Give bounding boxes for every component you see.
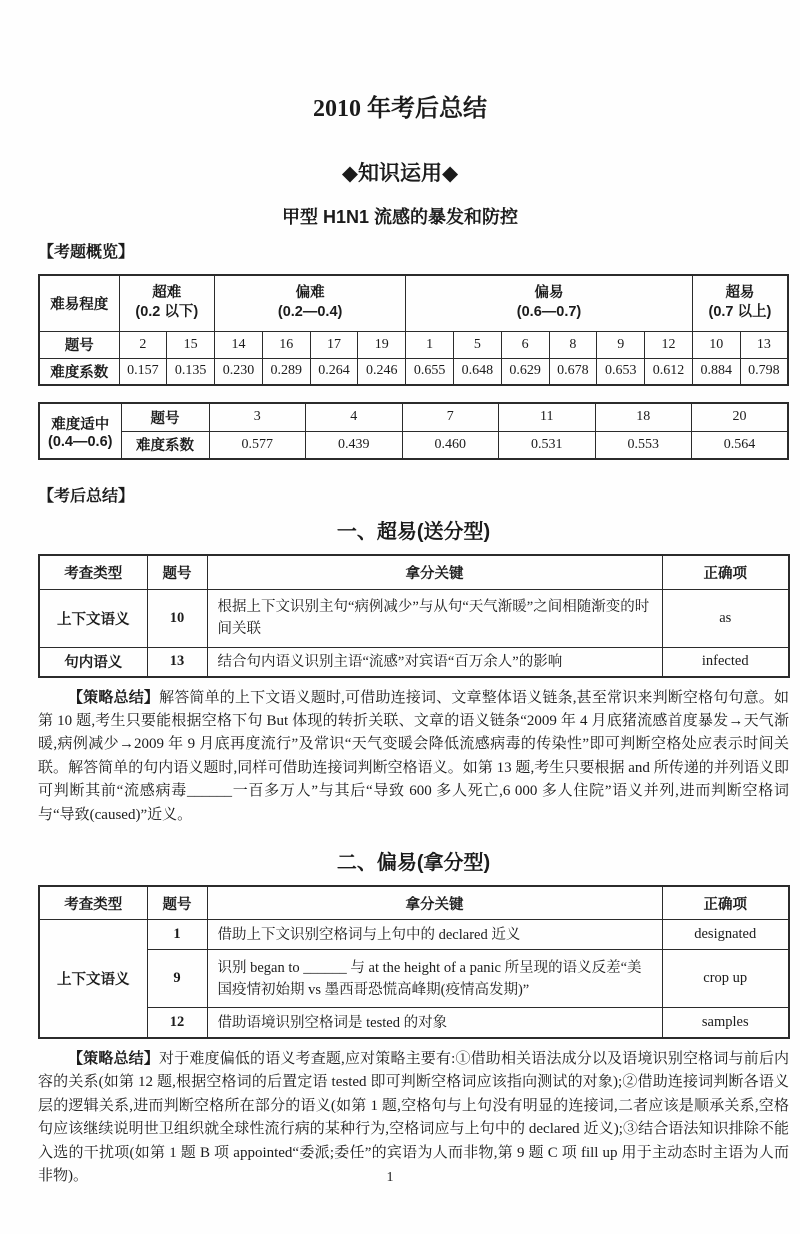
medium-label-range: (0.4—0.6) (48, 433, 113, 450)
type-cell: 上下文语义 (39, 589, 147, 647)
coef-cell: 0.655 (406, 358, 454, 385)
group-header-easy (406, 275, 693, 331)
qnum-cell: 8 (549, 331, 597, 358)
group-header-hard (215, 275, 406, 331)
table-row (39, 331, 788, 358)
section1-table (38, 554, 790, 678)
qnum-cell: 15 (167, 331, 215, 358)
col-header-type: 考查类型 (39, 886, 147, 920)
topic-heading: 甲型 H1N1 流感的暴发和防控 (281, 207, 519, 227)
table-row (39, 275, 788, 331)
section2-table (38, 885, 790, 1039)
coef-cell: 0.531 (499, 431, 596, 459)
qnum-cell: 16 (262, 331, 310, 358)
coef-cell: 0.648 (453, 358, 501, 385)
table-row (39, 431, 788, 459)
table-row (39, 358, 788, 385)
coef-cell: 0.564 (692, 431, 789, 459)
table-row (39, 886, 789, 920)
qnum-cell: 5 (453, 331, 501, 358)
table-row (39, 920, 789, 950)
key-cell: 借助上下文识别空格词与上句中的 declared 近义 (207, 920, 662, 950)
group-range: (0.2 以下) (135, 304, 199, 321)
answer-cell: designated (662, 920, 789, 950)
summary-label: 【考后总结】 (38, 488, 135, 505)
medium-difficulty-table (38, 402, 789, 460)
table-row (39, 1008, 789, 1038)
answer-cell: as (662, 589, 789, 647)
key-cell: 借助语境识别空格词是 tested 的对象 (207, 1008, 662, 1038)
table-row (39, 403, 788, 431)
coef-cell: 0.157 (119, 358, 167, 385)
qnum-row-header: 题号 (121, 403, 209, 431)
answer-cell: crop up (662, 950, 789, 1008)
answer-cell: samples (662, 1008, 789, 1038)
overview-label: 【考题概览】 (38, 244, 135, 261)
medium-label-name: 难度适中 (51, 416, 110, 433)
qnum-cell: 7 (402, 403, 499, 431)
coef-cell: 0.678 (549, 358, 597, 385)
strategy-paragraph-2 (38, 1047, 789, 1188)
coef-cell: 0.577 (209, 431, 306, 459)
type-cell: 句内语义 (39, 647, 147, 677)
coef-cell: 0.653 (597, 358, 645, 385)
strategy-text: 对于难度偏低的语义考查题,应对策略主要有:①借助相关语法成分以及语境识别空格词与前后内容的关系(如第 12 题,根据空格词的后置定语 tested 即可判断空格词应该指向测试的对象);②借助连接词判断各语义层的逻辑关系,进而判断空格所在部分的语义(如第 1 题,空格句与上句没有明显的连接词,二者应该是顺承关系,空格句应该继续说明世卫组织就全球性流行病的某种行为,空格词应与上句中的 declared 近义);③结合语法知识排除不能入选的干扰项(如第 1 题 B 项 appointed“委派;委任”的宾语为人而非物,第 9 题 C 项 fill up 用于主动态时主语为人而非物)。 (38, 1050, 789, 1184)
coef-cell: 0.798 (740, 358, 788, 385)
difficulty-corner-header: 难易程度 (39, 275, 119, 331)
qnum-cell: 20 (692, 403, 789, 431)
coef-cell: 0.629 (501, 358, 549, 385)
table-row (39, 647, 789, 677)
table-row (39, 589, 789, 647)
col-header-type: 考查类型 (39, 555, 147, 589)
col-header-qnum: 题号 (147, 555, 207, 589)
qnum-cell: 12 (147, 1008, 207, 1038)
strategy-paragraph-1 (38, 686, 789, 827)
strategy-text: 解答简单的上下文语义题时,可借助连接词、文章整体语义链条,甚至常识来判断空格句句意。如第 10 题,考生只要能根据空格下句 But 体现的转折关联、文章的语义链条“2009 年 4 月底猪流感首度暴发→天气渐暖,病例减少→2009 年 9 月底再度流行”及常识“天气变暖会降低流感病毒的传染性”即可判断空格处应表示时间关联。解答简单的句内语义题时,同样可借助连接词判断空格语义。如第 13 题,考生只要根据 and 所传递的并列语义即可判断其前“流感病毒______一百多万人”与其后“导致 600 多人死亡,6 000 多人住院”语义并列,进而判断空格词与“导致(caused)”近义。 (38, 689, 789, 823)
qnum-cell: 19 (358, 331, 406, 358)
qnum-cell: 6 (501, 331, 549, 358)
qnum-cell: 2 (119, 331, 167, 358)
group-name: 超难 (152, 285, 182, 302)
strategy-label: 【策略总结】 (68, 688, 160, 706)
coef-row-header: 难度系数 (121, 431, 209, 459)
qnum-cell: 4 (306, 403, 403, 431)
coef-cell: 0.553 (595, 431, 692, 459)
knowledge-section-heading: ◆知识运用◆ (341, 162, 459, 185)
page-number: 1 (386, 1170, 394, 1185)
answer-cell: infected (662, 647, 789, 677)
coef-cell: 0.460 (402, 431, 499, 459)
qnum-cell: 13 (147, 647, 207, 677)
col-header-qnum: 题号 (147, 886, 207, 920)
qnum-cell: 10 (147, 589, 207, 647)
coef-cell: 0.884 (692, 358, 740, 385)
section2-heading: 二、偏易(拿分型) (336, 851, 491, 874)
coef-cell: 0.264 (310, 358, 358, 385)
coef-cell: 0.230 (215, 358, 263, 385)
page-title: 2010 年考后总结 (313, 96, 487, 122)
qnum-cell: 10 (692, 331, 740, 358)
coef-cell: 0.246 (358, 358, 406, 385)
qnum-cell: 9 (597, 331, 645, 358)
coef-row-header: 难度系数 (39, 358, 119, 385)
coef-cell: 0.612 (645, 358, 693, 385)
qnum-cell: 12 (645, 331, 693, 358)
page-content (38, 242, 789, 1188)
qnum-cell: 18 (595, 403, 692, 431)
qnum-cell: 11 (499, 403, 596, 431)
strategy-label: 【策略总结】 (68, 1049, 160, 1067)
qnum-cell: 9 (147, 950, 207, 1008)
coef-cell: 0.289 (262, 358, 310, 385)
key-cell: 根据上下文识别主句“病例减少”与从句“天气渐暖”之间相随渐变的时间关联 (207, 589, 662, 647)
qnum-cell: 17 (310, 331, 358, 358)
col-header-key: 拿分关键 (207, 555, 662, 589)
qnum-cell: 13 (740, 331, 788, 358)
qnum-row-header: 题号 (39, 331, 119, 358)
coef-cell: 0.135 (167, 358, 215, 385)
group-header-superhard (119, 275, 215, 331)
qnum-cell: 1 (147, 920, 207, 950)
qnum-cell: 14 (215, 331, 263, 358)
key-cell: 结合句内语义识别主语“流感”对宾语“百万余人”的影响 (207, 647, 662, 677)
table-row (39, 555, 789, 589)
col-header-key: 拿分关键 (207, 886, 662, 920)
group-range: (0.6—0.7) (516, 304, 582, 321)
group-name: 偏难 (295, 285, 325, 302)
medium-label (39, 403, 121, 459)
type-cell: 上下文语义 (39, 920, 147, 1038)
coef-cell: 0.439 (306, 431, 403, 459)
key-cell: 识别 began to ______ 与 at the height of a panic 所呈现的语义反差“美国疫情初始期 vs 墨西哥恐慌高峰期(疫情高发期)” (207, 950, 662, 1008)
group-name: 偏易 (534, 285, 564, 302)
group-range: (0.7 以上) (708, 304, 772, 321)
section1-heading: 一、超易(送分型) (336, 521, 491, 543)
qnum-cell: 3 (209, 403, 306, 431)
col-header-answer: 正确项 (662, 555, 789, 589)
difficulty-overview-table (38, 274, 789, 386)
qnum-cell: 1 (406, 331, 454, 358)
group-name: 超易 (725, 285, 755, 302)
table-row (39, 950, 789, 1008)
group-range: (0.2—0.4) (277, 304, 343, 321)
group-header-supereasy (692, 275, 788, 331)
col-header-answer: 正确项 (662, 886, 789, 920)
